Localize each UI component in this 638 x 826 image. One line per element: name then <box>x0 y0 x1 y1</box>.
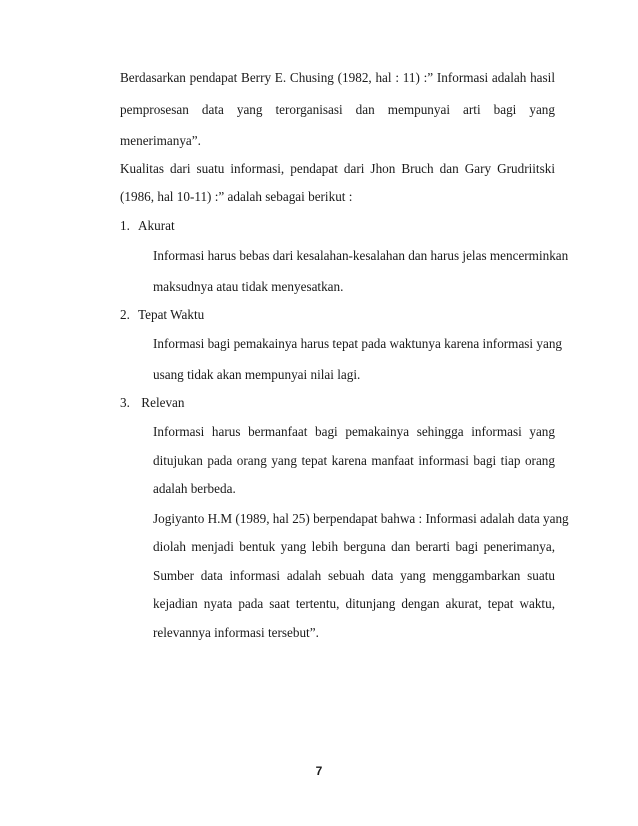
list-item-line: maksudnya atau tidak menyesatkan. <box>153 279 344 294</box>
list-item-line: Informasi harus bebas dari kesalahan-kesalahan dan harus jelas mencerminkan <box>153 248 569 263</box>
paragraph-line: Jogiyanto H.M (1989, hal 25) berpendapat bahwa : Informasi adalah data yang <box>153 511 569 526</box>
paragraph-line: Berdasarkan pendapat Berry E. Chusing (1982, hal : 11) :” Informasi adalah hasil <box>120 70 555 85</box>
list-item-number: 1. <box>120 218 130 233</box>
paragraph-line: (1986, hal 10-11) :” adalah sebagai berikut : <box>120 189 353 204</box>
paragraph-line: relevannya informasi tersebut”. <box>153 625 319 640</box>
paragraph-line: Sumber data informasi adalah sebuah data yang menggambarkan suatu <box>153 568 555 583</box>
paragraph-line: kejadian nyata pada saat tertentu, ditunjang dengan akurat, tepat waktu, <box>153 596 555 611</box>
list-item-line: adalah berbeda. <box>153 481 236 496</box>
page-number: 7 <box>315 764 323 778</box>
list-item-heading <box>120 395 555 411</box>
paragraph-line: diolah menjadi bentuk yang lebih berguna dan berarti bagi penerimanya, <box>153 539 555 554</box>
list-item-line: ditujukan pada orang yang tepat karena manfaat informasi bagi tiap orang <box>153 453 555 468</box>
list-item-line: Informasi bagi pemakainya harus tepat pada waktunya karena informasi yang <box>153 336 563 351</box>
paragraph-line: menerimanya”. <box>120 133 201 148</box>
list-item-heading <box>120 307 555 323</box>
list-item-line: usang tidak akan mempunyai nilai lagi. <box>153 367 361 382</box>
list-item-line: Informasi harus bermanfaat bagi pemakainya sehingga informasi yang <box>153 424 555 439</box>
list-item-title: Akurat <box>138 218 175 233</box>
paragraph-line: pemprosesan data yang terorganisasi dan mempunyai arti bagi yang <box>120 102 555 117</box>
list-item-title: Relevan <box>138 395 185 410</box>
paragraph-line: Kualitas dari suatu informasi, pendapat dari Jhon Bruch dan Gary Grudriitski <box>120 161 555 176</box>
list-item-heading <box>120 218 555 234</box>
list-item-title: Tepat Waktu <box>138 307 205 322</box>
list-item-number: 3. <box>120 395 130 410</box>
list-item-number: 2. <box>120 307 130 322</box>
